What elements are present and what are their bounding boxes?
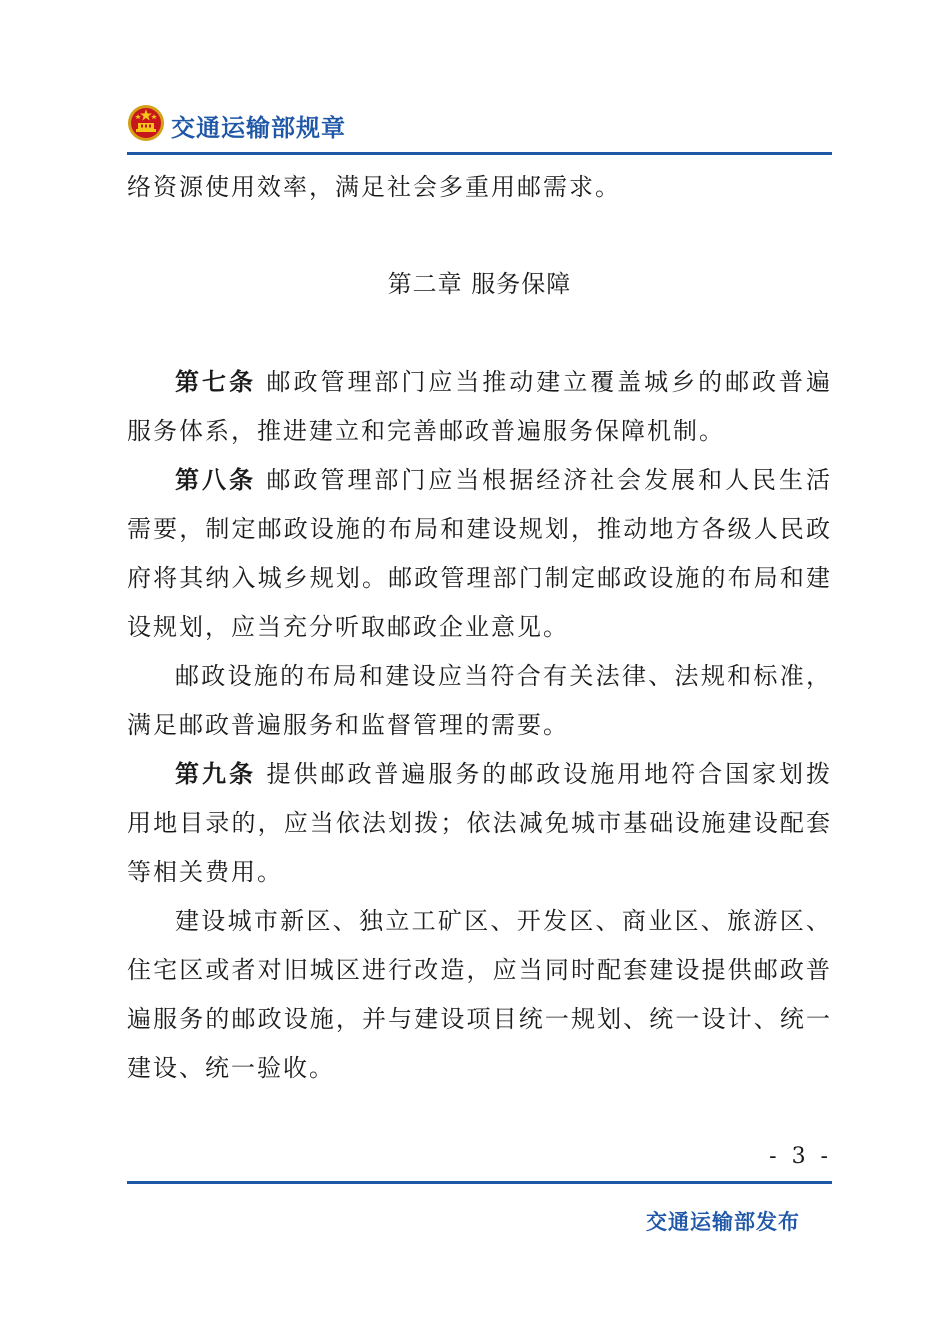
- chapter-title: 第二章 服务保障: [387, 270, 572, 298]
- national-emblem-icon: [127, 104, 165, 142]
- article-body: [127, 358, 832, 1093]
- article-text: 提供邮政普遍服务的邮政设施用地符合国家划拨用地目录的，应当依法划拨；依法减免城市基础设施建设配套等相关费用。: [127, 760, 832, 886]
- footer-divider: [127, 1181, 832, 1184]
- article-label: 第九条: [175, 760, 256, 788]
- header-title: 交通运输部规章: [171, 114, 346, 142]
- article-label: 第七条: [175, 368, 256, 396]
- article-9-paragraph-2: 建设城市新区、独立工矿区、开发区、商业区、旅游区、住宅区或者对旧城区进行改造，应当同时配套建设提供邮政普遍服务的邮政设施，并与建设项目统一规划、统一设计、统一建设、统一验收。: [127, 907, 832, 1082]
- header-divider: [127, 152, 832, 155]
- article-7: [127, 358, 832, 456]
- article-label: 第八条: [175, 466, 256, 494]
- continuation-paragraph: 络资源使用效率，满足社会多重用邮需求。: [127, 173, 621, 201]
- continuation-text: [127, 163, 832, 212]
- page-header: [127, 104, 832, 144]
- article-9: [127, 750, 832, 897]
- page-number: - 3 -: [769, 1144, 832, 1169]
- article-8: [127, 456, 832, 652]
- footer-publisher: 交通运输部发布: [646, 1210, 800, 1234]
- article-text: 邮政管理部门应当推动建立覆盖城乡的邮政普遍服务体系，推进建立和完善邮政普遍服务保障机制。: [127, 368, 832, 445]
- article-8-paragraph-2: 邮政设施的布局和建设应当符合有关法律、法规和标准，满足邮政普遍服务和监督管理的需要。: [127, 662, 832, 739]
- article-text: 邮政管理部门应当根据经济社会发展和人民生活需要，制定邮政设施的布局和建设规划，推动地方各级人民政府将其纳入城乡规划。邮政管理部门制定邮政设施的布局和建设规划，应当充分听取邮政企业意见。: [127, 466, 832, 641]
